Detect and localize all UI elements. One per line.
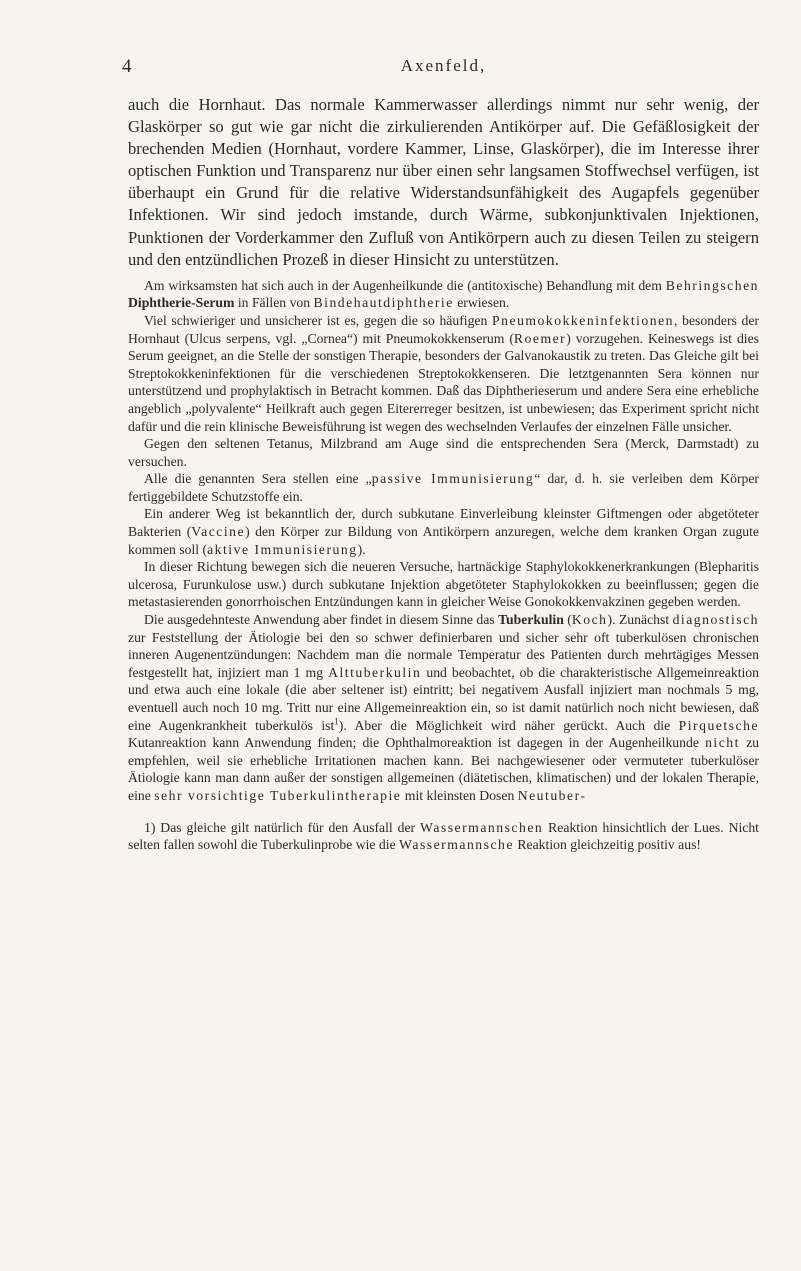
intro-paragraph: auch die Hornhaut. Das normale Kammerwasser allerdings nimmt nur sehr wenig, der Glaskörper so gut wie gar nicht die zirkulierenden Antikörper auf. Die Gefäßlosigkeit der brechenden Medien (Hornhaut, vordere Kammer, Linse, Glaskörper), die im Interesse ihrer optischen Funktion und Transparenz nur über einen sehr langsamen Stoffwechsel verfügen, ist überhaupt ein Grund für die relative Widerstandsunfähigkeit des Augapfels gegenüber Infektionen. Wir sind jedoch imstande, durch Wärme, subkonjunktivalen Injektionen, Punktionen der Vorderkammer den Zufluß von Antikörpern auch zu diesen Teilen zu steigern und den entzündlichen Prozeß in dieser Hinsicht zu unterstützen. bbox=[128, 95, 759, 269]
paragraph-passive-immunisierung: Alle die genannten Sera stellen eine „passive Immunisierung“ dar, d. h. sie verleiben dem Körper fertiggebildete Schutzstoffe ein. bbox=[128, 471, 759, 504]
book-page bbox=[122, 50, 760, 854]
paragraph-tuberkulin: Die ausgedehnteste Anwendung aber findet in diesem Sinne das Tuberkulin (Koch). Zunächst diagnostisch zur Feststellung der Ätiologie bei den so schwer definierbaren und sicher sehr oft tuberkulösen chronischen inneren Augenentzündungen: Nachdem man die normale Temperatur des Patienten durch mehrtägiges Messen festgestellt hat, injiziert man 1 mg Alttuberkulin und beobachtet, ob die charakteristische Allgemeinreaktion und etwa auch eine lokale (die aber seltener ist) eintritt; bei negativem Ausfall injiziert man nochmals 5 mg, eventuell auch noch 10 mg. Tritt nur eine Allgemeinreaktion ein, so ist damit natürlich noch nicht bewiesen, daß eine Augenkrankheit tuberkulös ist$^1$). Aber die Möglichkeit wird näher gerückt. Auch die Pirquetsche Kutanreaktion kann Anwendung finden; die Ophthalmoreaktion ist dagegen in der Augenheilkunde nicht zu empfehlen, weil sie erhebliche Irritationen machen kann. Bei nachgewiesener oder vermuteter tuberkulöser Ätiologie kann man dann außer der sonstigen allgemeinen (diätetischen, klimatischen) und der lokalen Therapie, eine sehr vorsichtige Tuberkulintherapie mit kleinsten Dosen Neutuber- bbox=[128, 612, 760, 803]
footnote bbox=[128, 819, 759, 854]
paragraph-aktive-immunisierung: Ein anderer Weg ist bekanntlich der, durch subkutane Einverleibung kleinster Giftmengen oder abgetöteter Bakterien (Vaccine) den Körper zur Bildung von Antikörpern anzuregen, welche dem kranken Organ zugute kommen soll (aktive Immunisierung). bbox=[128, 506, 760, 557]
paragraph-tetanus: Gegen den seltenen Tetanus, Milzbrand am Auge sind die entsprechenden Sera (Merck, Darmstadt) zu versuchen. bbox=[128, 436, 759, 469]
running-head bbox=[122, 50, 759, 80]
running-head-author: Axenfeld, bbox=[400, 56, 487, 75]
footnote-ref: 1 bbox=[334, 716, 339, 727]
paragraph-pneumokokken: Viel schwieriger und unsicherer ist es, gegen die so häufigen Pneumokokkeninfektionen, besonders der Hornhaut (Ulcus serpens, vgl. „Cornea“) mit Pneumokokkenserum (Roemer) vorzugehen. Keineswegs ist dies Serum geeignet, an die Stelle der sonstigen Therapie, besonders der Galvanokaustik zu treten. Das Gleiche gilt bei Streptokokkeninfektionen für die verschiedenen Streptokokkenseren. Die letztgenannten Sera können nur unterstützend und prophylaktisch in Betracht kommen. Daß das Diphtherieserum und andere Sera eine erhebliche angeblich „polyvalente“ Heilkraft auch gegen Eitererreger besitzen, ist unbewiesen; das Experiment spricht nicht dafür und die rein klinische Beweisführung ist wegen des wechselnden Verlaufes der einzelnen Fälle unsicher. bbox=[128, 312, 760, 434]
footnote-text: 1) Das gleiche gilt natürlich für den Ausfall der Wassermannschen Reaktion hinsichtlich der Lues. Nicht selten fallen sowohl die Tuberkulinprobe wie die Wassermannsche Reaktion gleichzeitig positiv aus! bbox=[128, 819, 759, 853]
paragraph-diphtherie: Am wirksamsten hat sich auch in der Augenheilkunde die (antitoxische) Behandlung mit dem Behringschen Diphtherie-Serum in Fällen von Bindehautdiphtherie erwiesen. bbox=[128, 277, 759, 311]
page-number: 4 bbox=[122, 56, 132, 77]
paragraph-staphylokokken: In dieser Richtung bewegen sich die neueren Versuche, hartnäckige Staphylokokkenerkrankungen (Blepharitis ulcerosa, Furunkulose usw.) durch subkutane Injektion abgetöteter Staphylokokken zu beeinflussen; gegen die metastasierenden gonorrhoischen Entzündungen kann in gleicher Weise Gonokokkenvakzinen gegeben werden. bbox=[128, 559, 759, 610]
